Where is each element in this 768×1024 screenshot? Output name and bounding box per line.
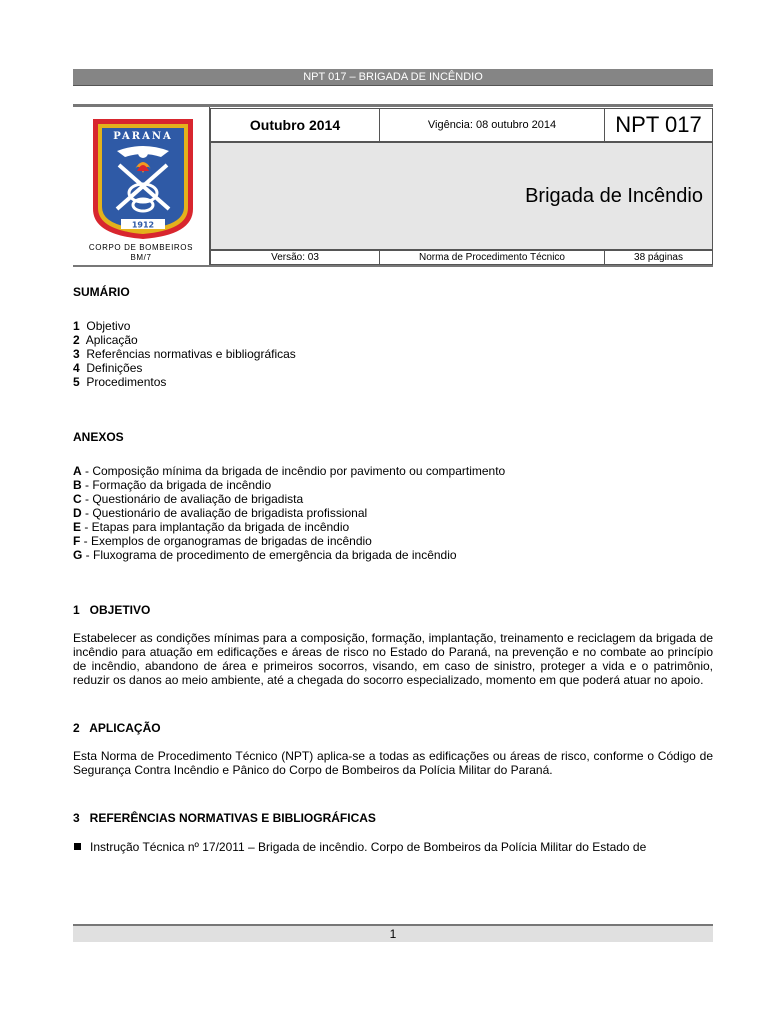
section-1-text: Estabelecer as condições mínimas para a composição, formação, implantação, treinamento e reciclagem da brigada de incêndio para atuação em edificações e áreas de risco no Estado do Paraná, na prevenção e no combate ao princípio de incêndio, abandono de área e primeiros socorros, visando, em caso de sinistro, proteger a vida e o patrimônio, reduzir os danos ao meio ambiente, até a chegada do socorro especializado, momento em que poderá atuar no apoio. xyxy=(73,631,713,687)
list-item: 1 Objetivo xyxy=(73,319,131,333)
svg-text:1912: 1912 xyxy=(131,220,155,230)
corpo-de-bombeiros-seal-icon xyxy=(87,113,199,241)
bullet-square-icon xyxy=(74,843,81,850)
list-item: B - Formação da brigada de incêndio xyxy=(73,478,272,492)
document-title: Brigada de Incêndio xyxy=(210,142,713,250)
sumario-list xyxy=(73,319,713,389)
page-number: 1 xyxy=(389,927,397,941)
section-2-text: Esta Norma de Procedimento Técnico (NPT) aplica-se a todas as edificações ou áreas de risco, conforme o Código de Segurança Contra Incêndio e Pânico do Corpo de Bombeiros da Polícia Militar do Paraná. xyxy=(73,749,713,777)
anexos-list xyxy=(73,464,713,562)
list-item: 4 Definições xyxy=(73,361,143,375)
header-bottom-rule xyxy=(73,265,713,267)
list-item: C - Questionário de avaliação de brigadista xyxy=(73,492,304,506)
section-2-heading: 2 APLICAÇÃO xyxy=(73,721,161,735)
svg-text:PARANA: PARANA xyxy=(113,131,173,142)
document-top-banner: NPT 017 – BRIGADA DE INCÊNDIO xyxy=(73,69,713,85)
document-body xyxy=(73,285,713,854)
npt-code: NPT 017 xyxy=(604,108,713,142)
version-label: Versão: 03 xyxy=(210,250,380,265)
logo-caption xyxy=(73,243,209,263)
list-item: 2 Aplicação xyxy=(73,333,138,347)
norm-type-label: Norma de Procedimento Técnico xyxy=(379,250,605,265)
logo-caption-line2: BM/7 xyxy=(130,253,152,262)
document-header-table xyxy=(73,104,713,267)
list-item: A - Composição mínima da brigada de incêndio por pavimento ou compartimento xyxy=(73,464,506,478)
section-3-heading: 3 REFERÊNCIAS NORMATIVAS E BIBLIOGRÁFICAS xyxy=(73,811,376,825)
vigencia-date: Vigência: 08 outubro 2014 xyxy=(379,108,605,142)
list-item: 3 Referências normativas e bibliográficas xyxy=(73,347,296,361)
page-count-label: 38 páginas xyxy=(604,250,713,265)
logo-caption-line1: CORPO DE BOMBEIROS xyxy=(88,243,194,252)
reference-bullet xyxy=(73,840,713,854)
section-1-heading: 1 OBJETIVO xyxy=(73,603,151,617)
list-item: F - Exemplos de organogramas de brigadas de incêndio xyxy=(73,534,372,548)
reference-text: Instrução Técnica nº 17/2011 – Brigada de incêndio. Corpo de Bombeiros da Polícia Militar do Estado de xyxy=(90,840,647,854)
sumario-heading: SUMÁRIO xyxy=(73,285,130,299)
page-footer xyxy=(73,924,713,942)
list-item: 5 Procedimentos xyxy=(73,375,167,389)
list-item: E - Etapas para implantação da brigada de incêndio xyxy=(73,520,350,534)
anexos-heading: ANEXOS xyxy=(73,430,124,444)
issue-date: Outubro 2014 xyxy=(210,108,380,142)
list-item: D - Questionário de avaliação de brigadista profissional xyxy=(73,506,368,520)
logo-cell xyxy=(73,107,210,265)
list-item: G - Fluxograma de procedimento de emergência da brigada de incêndio xyxy=(73,548,457,562)
banner-divider xyxy=(73,85,713,86)
